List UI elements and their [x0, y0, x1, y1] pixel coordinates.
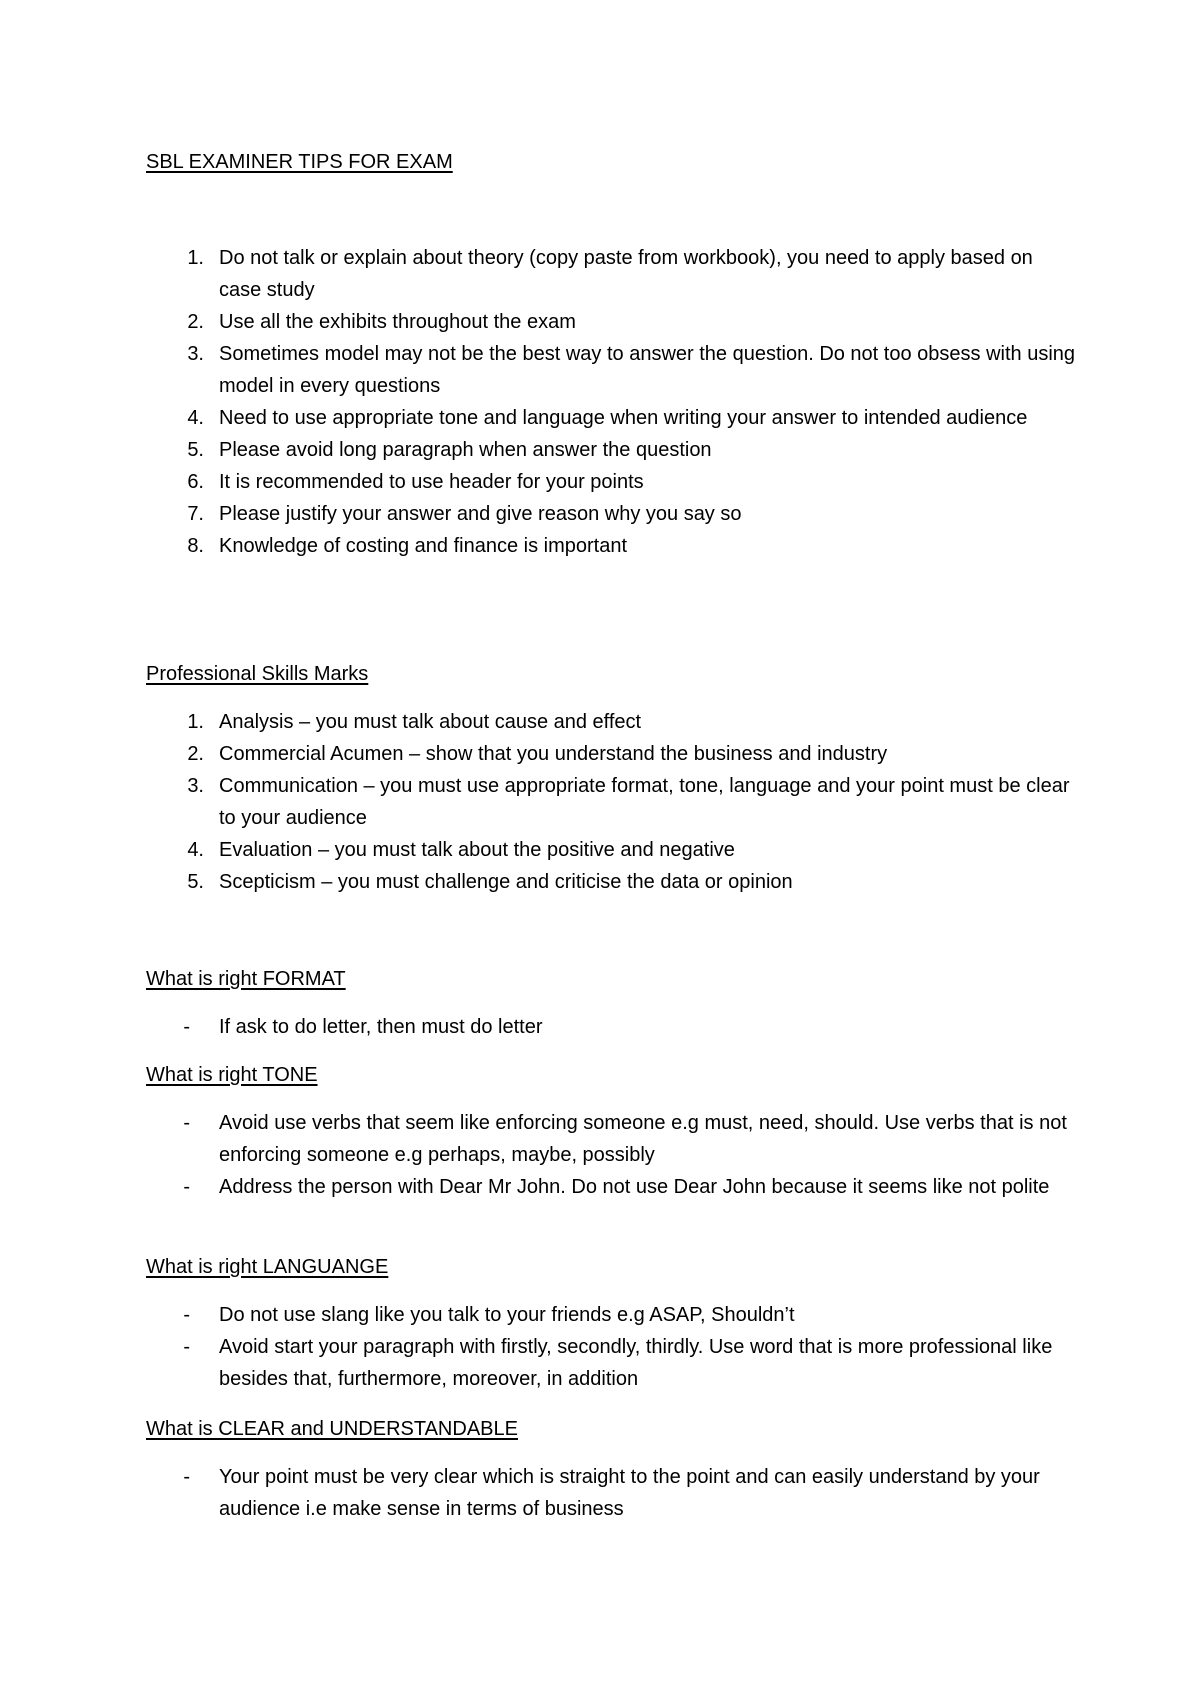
list-item: 4. Need to use appropriate tone and language when writing your answer to intended audience — [187, 407, 1028, 429]
clear-understandable-list — [146, 1461, 1076, 1525]
list-item: 2. Commercial Acumen – show that you understand the business and industry — [187, 743, 888, 765]
format-heading: What is right FORMAT — [146, 968, 346, 990]
professional-skills-list — [146, 706, 1076, 898]
list-item: 8. Knowledge of costing and finance is important — [187, 535, 628, 557]
list-item: 2. Use all the exhibits throughout the exam — [187, 311, 576, 333]
tone-list — [146, 1107, 1076, 1203]
format-list — [146, 1011, 1076, 1043]
list-item: - Your point must be very clear which is straight to the point and can easily understand by your audience i.e make sense in terms of business — [183, 1466, 1040, 1520]
list-item: 1. Do not talk or explain about theory (copy paste from workbook), you need to apply based on case study — [187, 247, 1033, 301]
list-item: - Do not use slang like you talk to your friends e.g ASAP, Shouldn’t — [183, 1304, 795, 1326]
list-item: 6. It is recommended to use header for your points — [187, 471, 644, 493]
professional-skills-heading: Professional Skills Marks — [146, 663, 369, 685]
list-item: - If ask to do letter, then must do letter — [183, 1016, 543, 1038]
list-item: - Avoid start your paragraph with firstly, secondly, thirdly. Use word that is more professional like besides that, furthermore, moreover, in addition — [183, 1336, 1053, 1390]
list-item: 4. Evaluation – you must talk about the positive and negative — [187, 839, 735, 861]
list-item: 1. Analysis – you must talk about cause and effect — [187, 711, 642, 733]
list-item: 5. Please avoid long paragraph when answer the question — [187, 439, 712, 461]
list-item: - Address the person with Dear Mr John. Do not use Dear John because it seems like not polite — [183, 1176, 1050, 1198]
list-item: 5. Scepticism – you must challenge and criticise the data or opinion — [187, 871, 793, 893]
tips-list — [146, 242, 1076, 562]
clear-understandable-heading: What is CLEAR and UNDERSTANDABLE — [146, 1418, 518, 1440]
language-list — [146, 1299, 1076, 1395]
list-item: 7. Please justify your answer and give reason why you say so — [187, 503, 742, 525]
list-item: - Avoid use verbs that seem like enforcing someone e.g must, need, should. Use verbs that is not enforcing someone e.g perhaps, maybe, possibly — [183, 1112, 1067, 1166]
list-item: 3. Sometimes model may not be the best way to answer the question. Do not too obsess with using model in every questions — [187, 343, 1076, 397]
document-title: SBL EXAMINER TIPS FOR EXAM — [146, 151, 453, 173]
tone-heading: What is right TONE — [146, 1064, 318, 1086]
list-item: 3. Communication – you must use appropriate format, tone, language and your point must be clear to your audience — [187, 775, 1070, 829]
language-heading: What is right LANGUANGE — [146, 1256, 389, 1278]
